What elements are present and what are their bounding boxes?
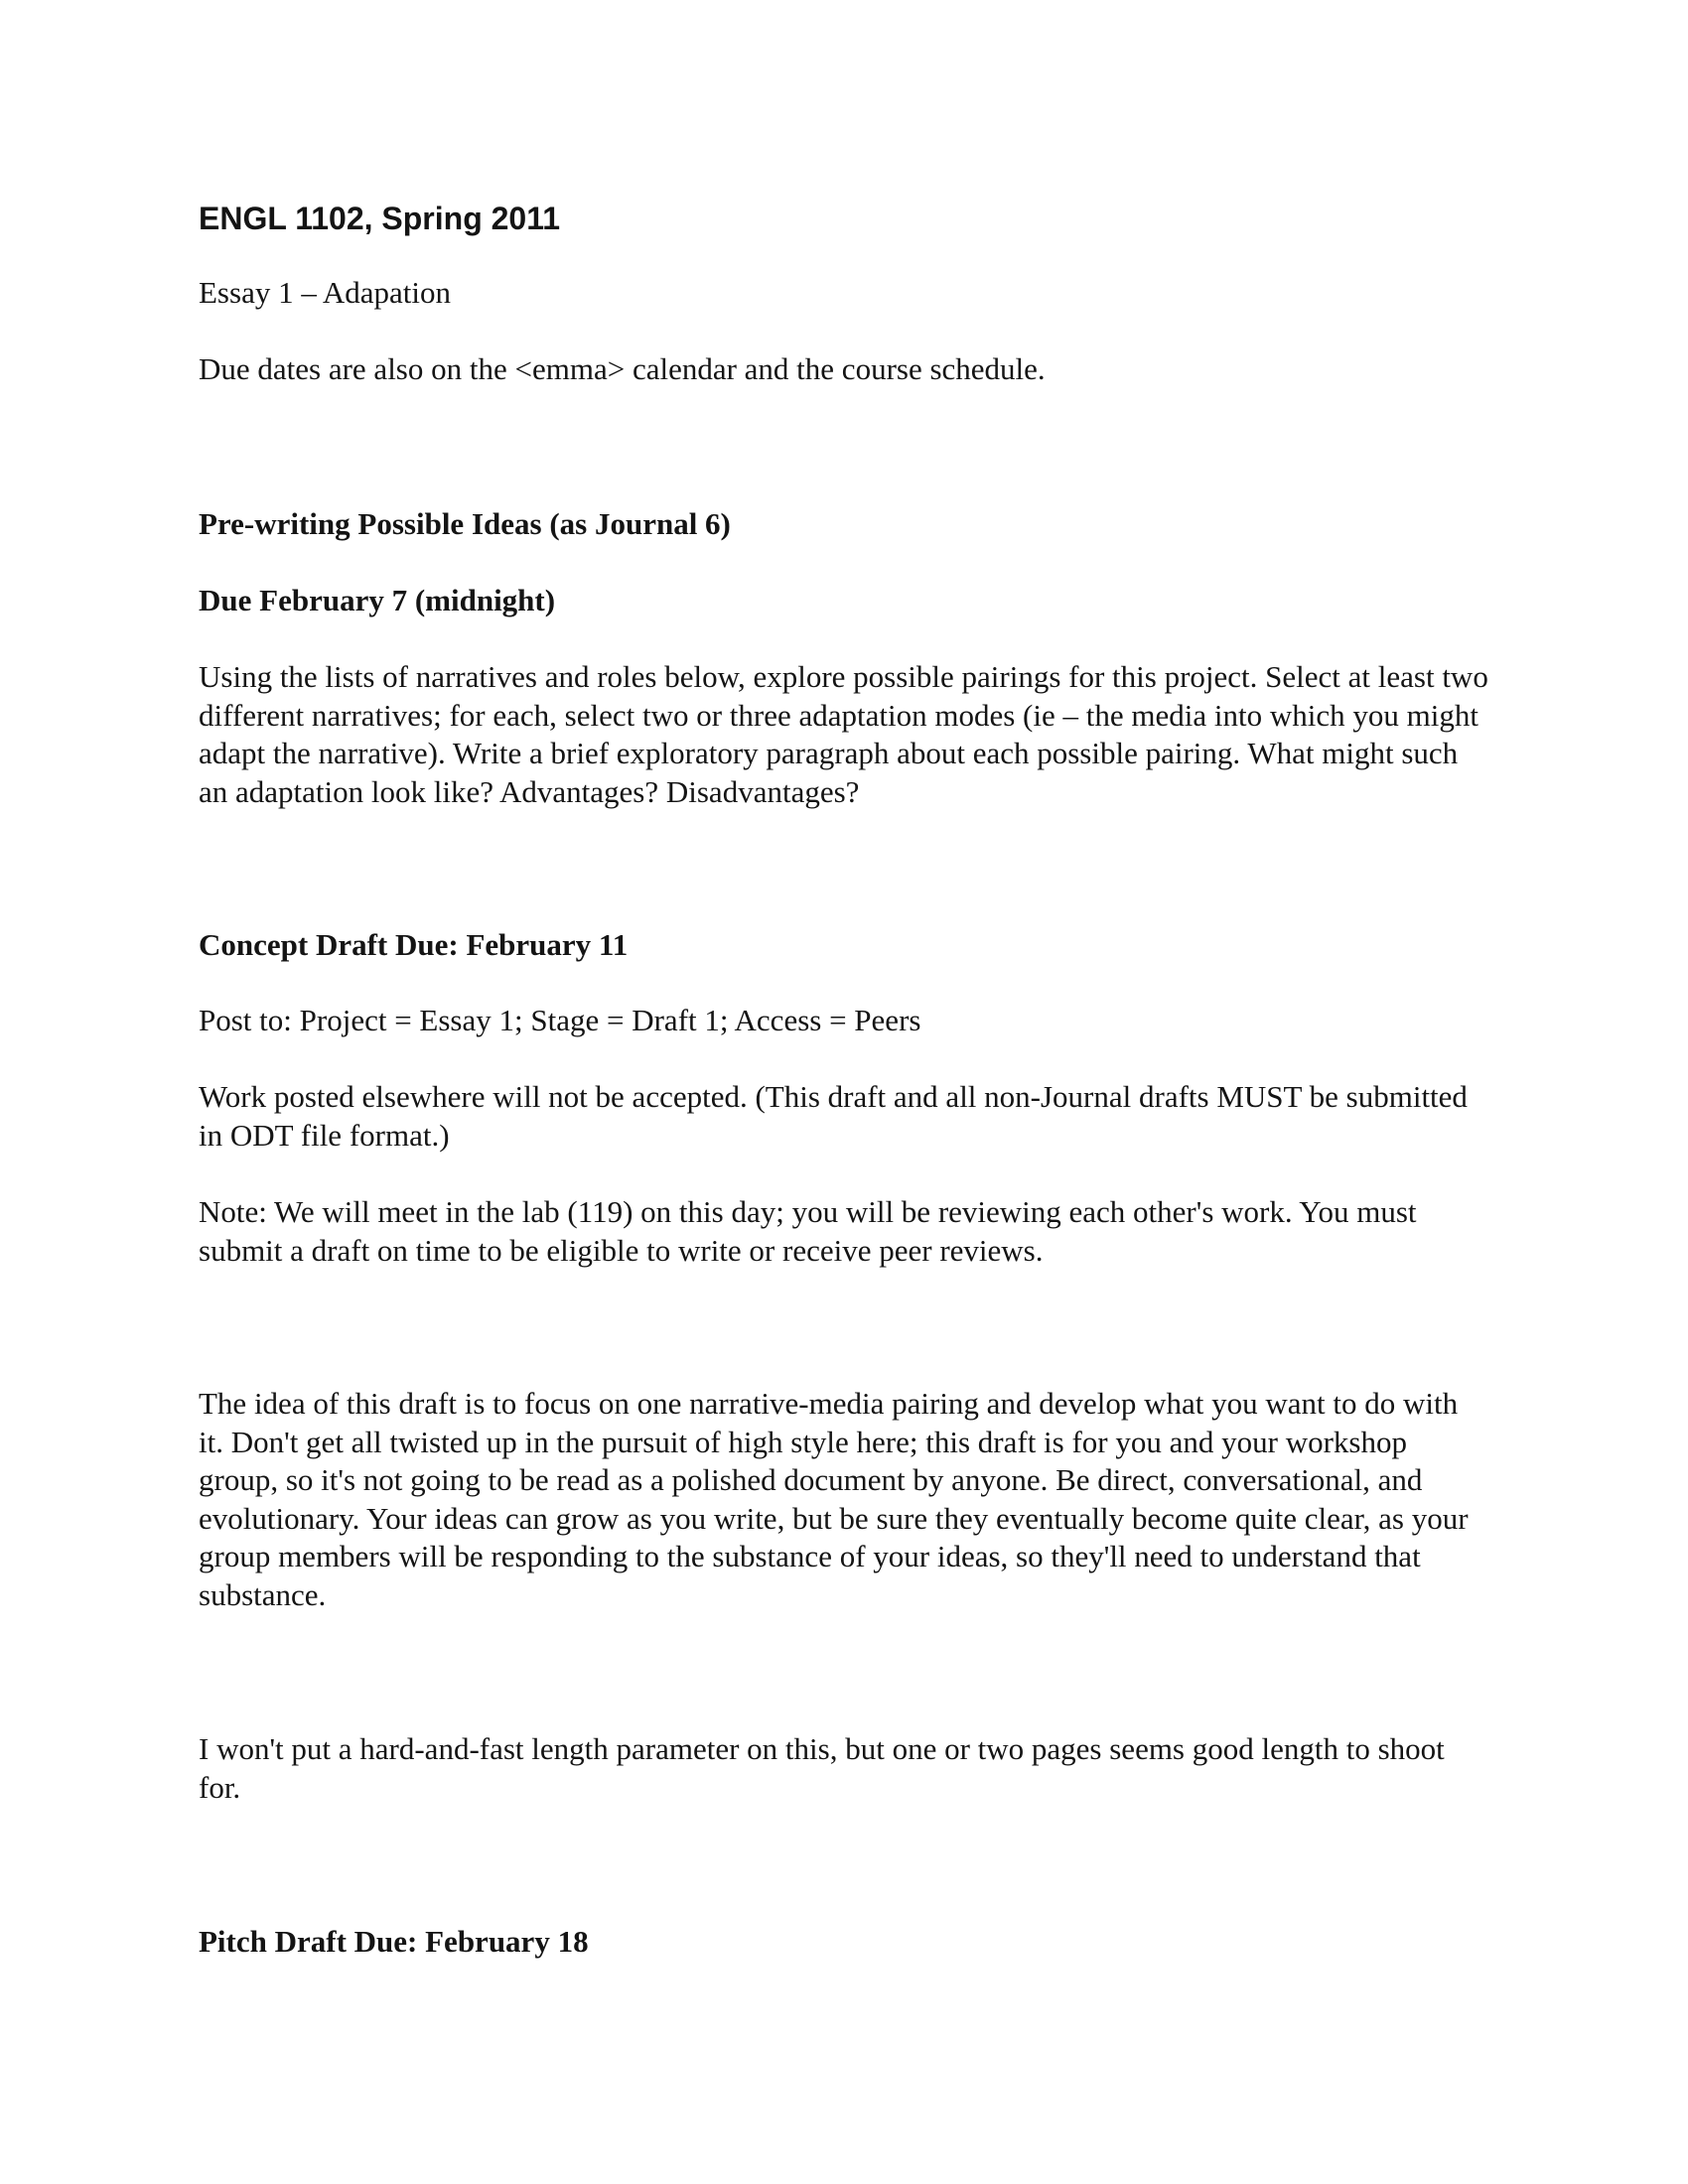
concept-draft-post-to: Post to: Project = Essay 1; Stage = Draft 1; Access = Peers <box>199 1003 921 1037</box>
prewriting-due-date: Due February 7 (midnight) <box>199 583 556 617</box>
pitch-draft-heading: Pitch Draft Due: February 18 <box>199 1924 589 1959</box>
concept-draft-lab-note: Note: We will meet in the lab (119) on this day; you will be reviewing each other's work. You must submit a draft on time to be eligible to write or receive peer reviews. <box>199 1194 1417 1268</box>
due-dates-note: Due dates are also on the <emma> calendar and the course schedule. <box>199 351 1046 386</box>
prewriting-heading: Pre-writing Possible Ideas (as Journal 6) <box>199 506 731 541</box>
essay-title: Essay 1 – Adapation <box>199 275 451 310</box>
document-title: ENGL 1102, Spring 2011 <box>199 201 561 236</box>
concept-draft-format-note: Work posted elsewhere will not be accepted. (This draft and all non-Journal drafts MUST be submitted in ODT file format.) <box>199 1079 1468 1153</box>
concept-draft-idea-paragraph: The idea of this draft is to focus on one narrative-media pairing and develop what you want to do with it. Don't get all twisted up in the pursuit of high style here; this draft is for you and your workshop group, so it's not going to be read as a polished document by anyone. Be direct, conversational, and evolutionary. Your ideas can grow as you write, but be sure they eventually become quite clear, as your group members will be responding to the substance of your ideas, so they'll need to understand that substance. <box>199 1386 1469 1612</box>
concept-draft-heading: Concept Draft Due: February 11 <box>199 927 629 962</box>
prewriting-instructions: Using the lists of narratives and roles below, explore possible pairings for this project. Select at least two different narratives; for each, select two or three adaptation modes (ie – the media into which you might adapt the narrative). Write a brief exploratory paragraph about each possible pairing. What might such an adaptation look like? Advantages? Disadvantages? <box>199 659 1488 809</box>
concept-draft-length-note: I won't put a hard-and-fast length parameter on this, but one or two pages seems good length to shoot for. <box>199 1731 1445 1805</box>
